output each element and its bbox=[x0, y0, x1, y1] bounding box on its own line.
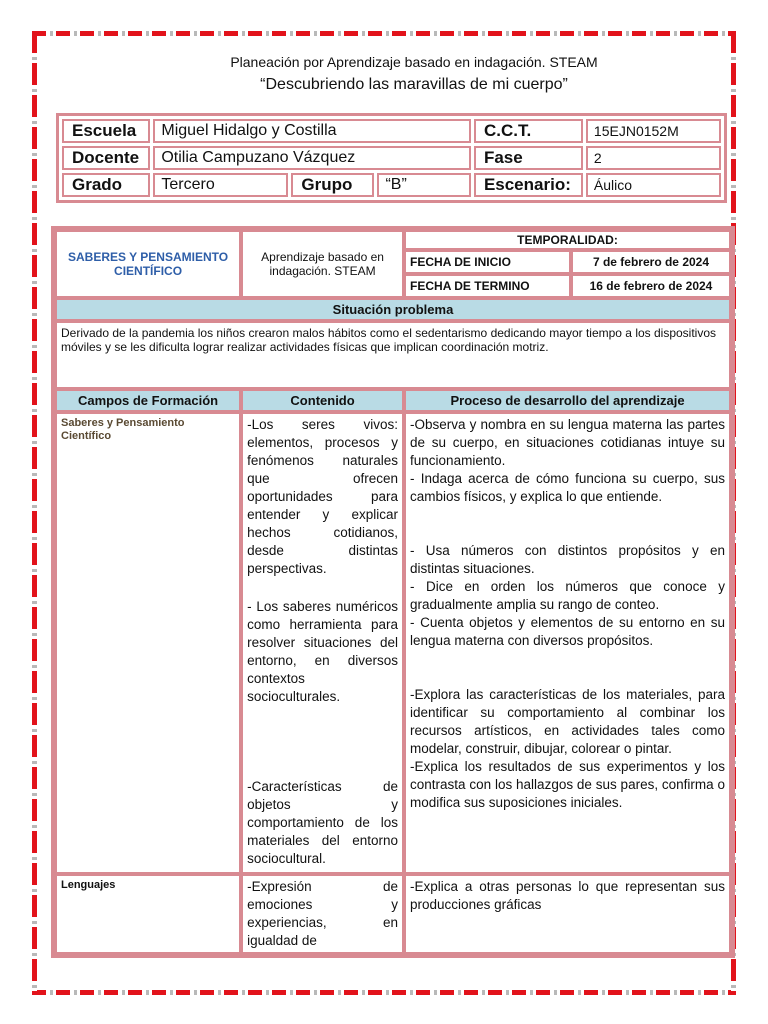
campo-cell: Lenguajes bbox=[55, 874, 241, 954]
header-proceso: Proceso de desarrollo del aprendizaje bbox=[404, 389, 731, 412]
proceso-paragraph: - Indaga acerca de cómo funciona su cuerpo, sus cambios físicos, y explica lo que entiende. bbox=[410, 471, 725, 505]
campo-title: SABERES Y PENSAMIENTO CIENTÍFICO bbox=[55, 230, 241, 298]
contenido-cell bbox=[241, 874, 404, 954]
proceso-cell bbox=[404, 412, 731, 873]
header-campos: Campos de Formación bbox=[55, 389, 241, 412]
fecha-inicio-label: FECHA DE INICIO bbox=[404, 250, 571, 274]
document-title: Planeación por Aprendizaje basado en indagación. STEAM bbox=[230, 54, 598, 70]
fecha-termino-label: FECHA DE TERMINO bbox=[404, 274, 571, 298]
fase-label: Fase bbox=[474, 146, 583, 170]
proceso-paragraph: -Explica a otras personas lo que representan sus producciones gráficas bbox=[410, 878, 725, 912]
school-info-table bbox=[56, 113, 727, 203]
escuela-value: Miguel Hidalgo y Costilla bbox=[153, 119, 471, 143]
situacion-text: Derivado de la pandemia los niños crearon malos hábitos como el sedentarismo dedicando mayor tiempo a los dispositivos móviles y se les dificulta lograr realizar actividades físicas que implican coordinación motriz. bbox=[55, 321, 731, 389]
table-row bbox=[55, 874, 731, 954]
docente-value: Otilia Campuzano Vázquez bbox=[153, 146, 471, 170]
grado-label: Grado bbox=[62, 173, 150, 197]
escenario-label: Escenario: bbox=[474, 173, 583, 197]
metodologia: Aprendizaje basado en indagación. STEAM bbox=[241, 230, 404, 298]
fecha-termino-value: 16 de febrero de 2024 bbox=[571, 274, 731, 298]
fase-value: 2 bbox=[586, 146, 721, 170]
document-subtitle: “Descubriendo las maravillas de mi cuerpo” bbox=[260, 76, 568, 93]
escuela-label: Escuela bbox=[62, 119, 150, 143]
proceso-paragraph: -Observa y nombra en su lengua materna las partes de su cuerpo, en situaciones cotidianas intuye su funcionamiento. bbox=[410, 417, 725, 469]
contenido-paragraph: -Expresión de emociones y experiencias, en igualdad de bbox=[247, 878, 399, 948]
proceso-paragraph: - Cuenta objetos y elementos de su entorno en su lengua materna con diversos propósitos. bbox=[410, 615, 725, 649]
proceso-paragraph: - Usa números con distintos propósitos y en distintas situaciones. bbox=[410, 543, 725, 577]
decorative-border-top bbox=[32, 31, 736, 36]
campo-cell: Saberes y Pensamiento Científico bbox=[55, 412, 241, 873]
proceso-paragraph: - Dice en orden los números que conoce y gradualmente amplia su rango de conteo. bbox=[410, 579, 725, 613]
proceso-cell bbox=[404, 874, 731, 954]
contenido-cell bbox=[241, 412, 404, 873]
contenido-paragraph: -Características de objetos y comportamiento de los materiales del entorno sociocultural. bbox=[247, 779, 399, 867]
cct-value: 15EJN0152M bbox=[586, 119, 721, 143]
grupo-label: Grupo bbox=[291, 173, 374, 197]
header-contenido: Contenido bbox=[241, 389, 404, 412]
table-row bbox=[55, 412, 731, 873]
situacion-label: Situación problema bbox=[55, 298, 731, 321]
docente-label: Docente bbox=[62, 146, 150, 170]
proceso-paragraph: -Explora las características de los materiales, para identificar su comportamiento al combinar los recursos artísticos, en actividades tales como modelar, construir, dibujar, colorear o pintar. bbox=[410, 687, 725, 757]
fecha-inicio-value: 7 de febrero de 2024 bbox=[571, 250, 731, 274]
contenido-paragraph: -Los seres vivos: elementos, procesos y fenómenos naturales que ofrecen oportunidades para entender y explicar hechos cotidianos, desde distintas perspectivas. bbox=[247, 417, 399, 577]
grado-value: Tercero bbox=[153, 173, 288, 197]
cct-label: C.C.T. bbox=[474, 119, 583, 143]
temporalidad-label: TEMPORALIDAD: bbox=[404, 230, 731, 250]
decorative-border-bottom bbox=[32, 990, 736, 995]
proceso-paragraph: -Explica los resultados de sus experimentos y los contrasta con los hallazgos de sus pares, confirma o modifica sus suposiciones iniciales. bbox=[410, 759, 725, 811]
decorative-border-left bbox=[32, 31, 37, 995]
escenario-value: Áulico bbox=[586, 173, 721, 197]
contenido-paragraph: - Los saberes numéricos como herramienta para resolver situaciones del entorno, en diversos contextos socioculturales. bbox=[247, 599, 399, 705]
planning-table bbox=[51, 226, 735, 958]
grupo-value: “B” bbox=[377, 173, 470, 197]
